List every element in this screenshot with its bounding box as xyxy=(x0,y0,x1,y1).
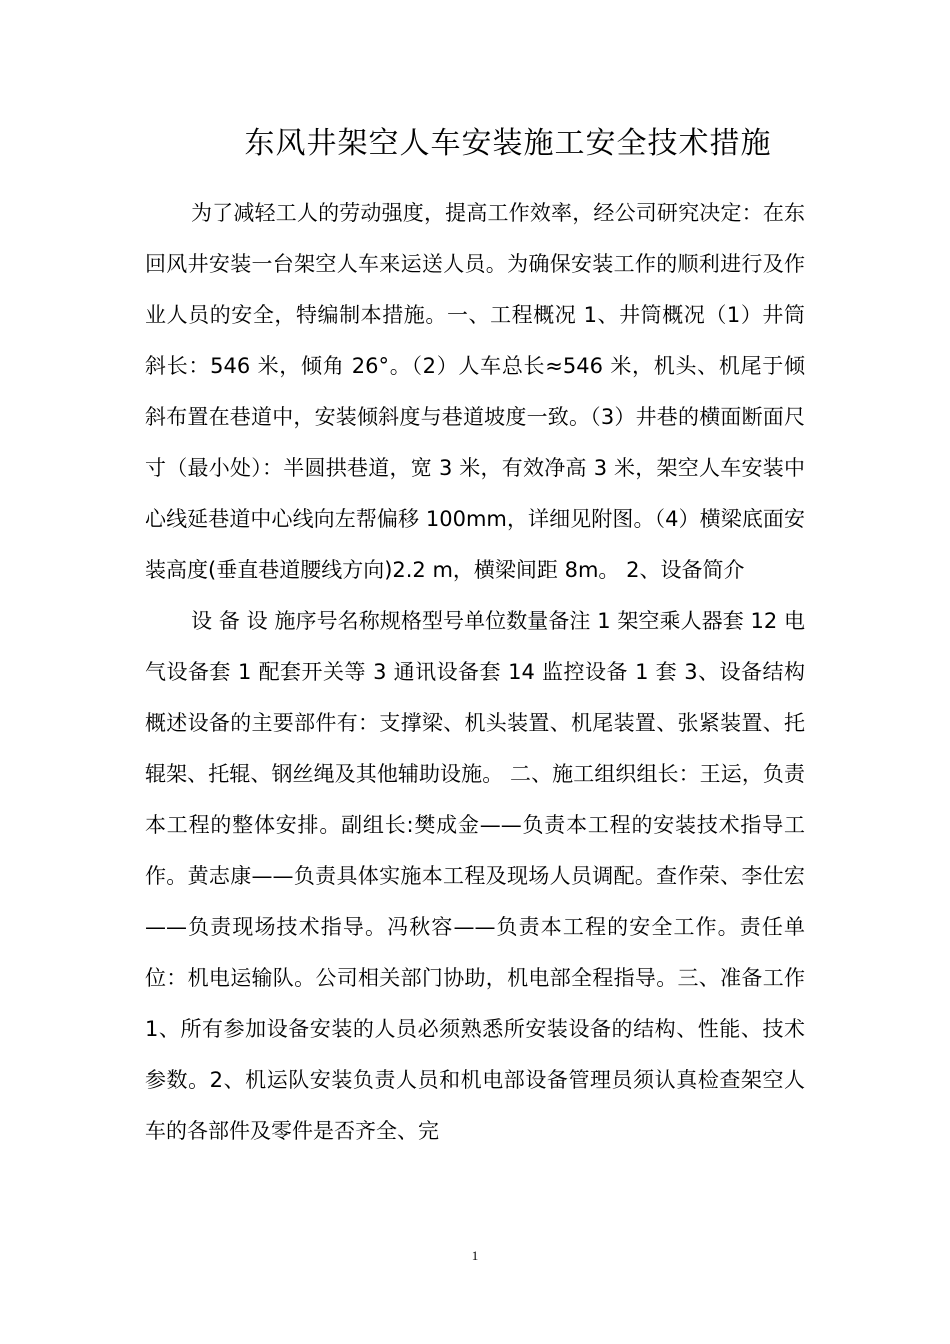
document-body xyxy=(145,188,805,1157)
page-number: 1 xyxy=(471,1248,479,1263)
paragraph: 为了减轻工人的劳动强度，提高工作效率，经公司研究决定：在东回风井安装一台架空人车来运送人员。为确保安装工作的顺利进行及作业人员的安全，特编制本措施。一、工程概况 1、井筒概况（1）井筒斜长：546 米，倾角 26°。（2）人车总长≈546 米，机头、机尾于倾斜布置在巷道中，安装倾斜度与巷道坡度一致。（3）井巷的横面断面尺寸（最小处）：半圆拱巷道，宽 3 米，有效净高 3 米，架空人车安装中心线延巷道中心线向左帮偏移 100mm，详细见附图。（4）横梁底面安装高度(垂直巷道腰线方向)2.2 m，横梁间距 8m。 2、设备简介 xyxy=(145,201,805,582)
document-title: 东风井架空人车安装施工安全技术措施 xyxy=(244,126,772,161)
paragraph: 设 备 设 施序号名称规格型号单位数量备注 1 架空乘人器套 12 电气设备套 1 配套开关等 3 通讯设备套 14 监控设备 1 套 3、设备结构概述设备的主要部件有：支撑梁、机头装置、机尾装置、张紧装置、托辊架、托辊、钢丝绳及其他辅助设施。 二、施工组织组长：王运，负责本工程的整体安排。副组长:樊成金——负责本工程的安装技术指导工作。黄志康——负责具体实施本工程及现场人员调配。查作荣、李仕宏——负责现场技术指导。冯秋容——负责本工程的安全工作。责任单位：机电运输队。公司相关部门协助，机电部全程指导。三、准备工作 1、所有参加设备安装的人员必须熟悉所安装设备的结构、性能、技术参数。2、机运队安装负责人员和机电部设备管理员须认真检查架空人车的各部件及零件是否齐全、完 xyxy=(145,609,805,1143)
